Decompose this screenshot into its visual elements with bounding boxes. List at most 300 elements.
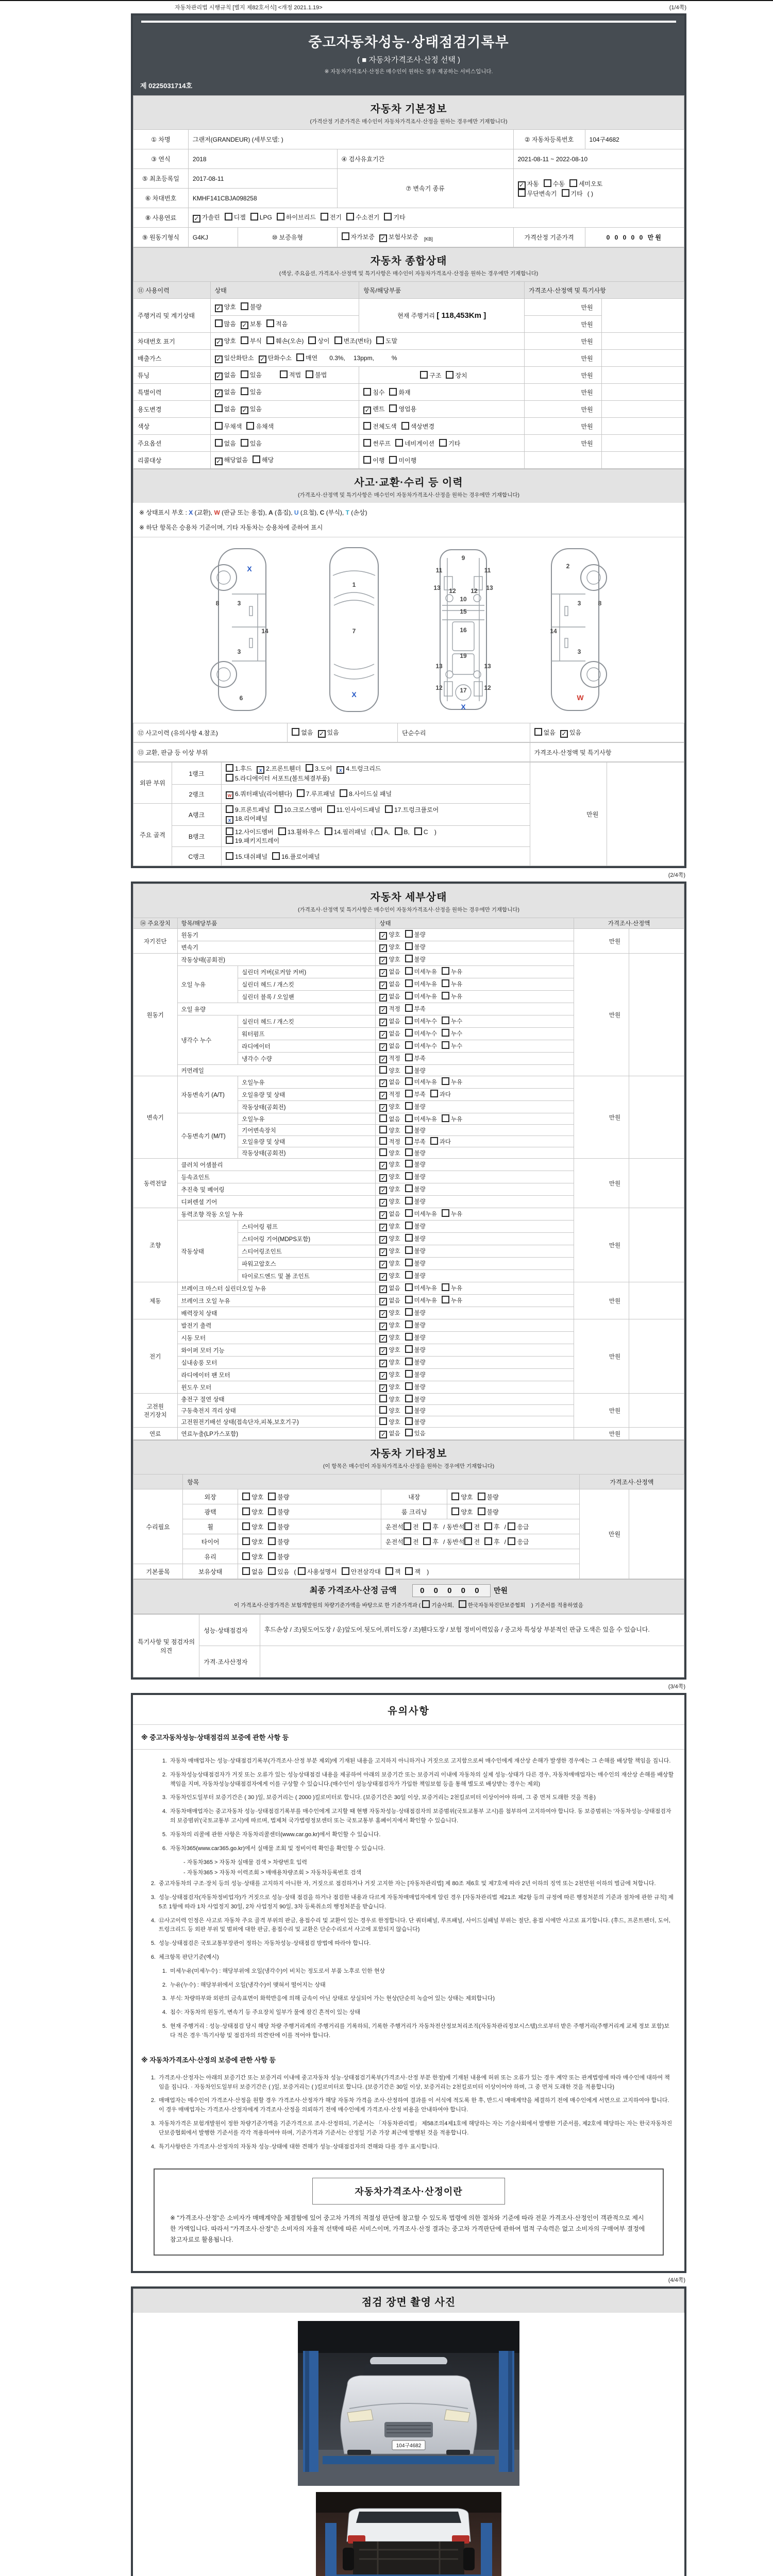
checkbox-marked[interactable]	[379, 1092, 387, 1099]
checkbox-option[interactable]	[442, 1296, 462, 1304]
checkbox-unmarked[interactable]	[569, 179, 577, 187]
checkbox-marked[interactable]	[379, 1384, 387, 1392]
checkbox-option[interactable]	[226, 836, 279, 845]
checkbox-option[interactable]	[405, 1234, 426, 1243]
checkbox-unmarked[interactable]	[405, 1077, 413, 1085]
checkbox-option[interactable]	[405, 1137, 426, 1146]
checkbox-unmarked[interactable]	[296, 353, 304, 361]
checkbox-unmarked[interactable]	[253, 455, 260, 463]
checkbox-unmarked[interactable]	[442, 1209, 449, 1217]
checkbox-option[interactable]	[280, 370, 301, 379]
checkbox-option[interactable]	[405, 1296, 437, 1304]
checkbox-unmarked[interactable]	[376, 336, 384, 344]
checkbox-unmarked[interactable]	[277, 213, 284, 221]
checkbox-unmarked[interactable]	[226, 852, 233, 860]
checkbox-marked[interactable]	[226, 816, 233, 824]
checkbox-option[interactable]	[215, 455, 248, 465]
checkbox-option[interactable]	[215, 422, 242, 431]
checkbox-option[interactable]	[459, 1600, 526, 1609]
checkbox-unmarked[interactable]	[478, 1507, 485, 1515]
checkbox-option[interactable]	[225, 213, 246, 222]
checkbox-option[interactable]	[405, 1417, 426, 1426]
checkbox-unmarked[interactable]	[478, 1493, 485, 1500]
checkbox-option[interactable]	[379, 992, 400, 1002]
checkbox-unmarked[interactable]	[379, 1126, 387, 1133]
checkbox-unmarked[interactable]	[215, 422, 223, 430]
checkbox-option[interactable]	[442, 1016, 462, 1025]
checkbox-unmarked[interactable]	[405, 955, 413, 962]
checkbox-marked[interactable]	[379, 1310, 387, 1318]
checkbox-option[interactable]	[268, 1522, 289, 1531]
checkbox-unmarked[interactable]	[306, 764, 313, 772]
checkbox-option[interactable]	[423, 1537, 439, 1546]
checkbox-marked[interactable]	[379, 957, 387, 964]
checkbox-unmarked[interactable]	[405, 1090, 413, 1097]
checkbox-marked[interactable]	[318, 730, 326, 738]
checkbox-option[interactable]	[226, 789, 292, 799]
checkbox-unmarked[interactable]	[266, 319, 274, 327]
checkbox-option[interactable]	[297, 789, 335, 798]
checkbox-marked[interactable]	[215, 304, 223, 312]
checkbox-option[interactable]	[253, 455, 274, 464]
checkbox-unmarked[interactable]	[439, 439, 447, 447]
checkbox-unmarked[interactable]	[430, 1090, 438, 1097]
checkbox-unmarked[interactable]	[544, 179, 551, 187]
checkbox-option[interactable]	[405, 1184, 426, 1193]
checkbox-option[interactable]	[226, 764, 252, 773]
checkbox-option[interactable]	[275, 805, 323, 814]
checkbox-option[interactable]	[484, 1537, 500, 1546]
checkbox-option[interactable]	[242, 1552, 263, 1561]
checkbox-option[interactable]	[569, 179, 602, 188]
checkbox-unmarked[interactable]	[405, 1148, 413, 1156]
checkbox-unmarked[interactable]	[241, 370, 248, 378]
checkbox-unmarked[interactable]	[405, 1429, 413, 1436]
checkbox-unmarked[interactable]	[405, 1345, 413, 1353]
checkbox-option[interactable]	[404, 1522, 419, 1531]
checkbox-option[interactable]	[215, 336, 236, 346]
checkbox-unmarked[interactable]	[241, 439, 248, 447]
checkbox-unmarked[interactable]	[268, 1537, 276, 1545]
checkbox-unmarked[interactable]	[405, 942, 413, 950]
checkbox-option[interactable]	[241, 319, 262, 329]
checkbox-unmarked[interactable]	[242, 1493, 250, 1500]
checkbox-option[interactable]	[193, 213, 220, 223]
checkbox-marked[interactable]	[379, 1031, 387, 1039]
checkbox-unmarked[interactable]	[242, 1537, 250, 1545]
checkbox-option[interactable]	[442, 1041, 462, 1050]
checkbox-unmarked[interactable]	[459, 1600, 466, 1608]
checkbox-unmarked[interactable]	[241, 302, 248, 310]
checkbox-option[interactable]	[292, 728, 313, 737]
checkbox-option[interactable]	[268, 1567, 289, 1576]
checkbox-unmarked[interactable]	[405, 1395, 413, 1402]
checkbox-unmarked[interactable]	[385, 1567, 393, 1575]
checkbox-option[interactable]	[405, 967, 437, 976]
checkbox-option[interactable]	[405, 1406, 426, 1415]
checkbox-marked[interactable]	[215, 372, 223, 380]
checkbox-option[interactable]	[379, 1066, 400, 1075]
checkbox-unmarked[interactable]	[405, 1197, 413, 1205]
checkbox-unmarked[interactable]	[422, 1600, 430, 1608]
checkbox-unmarked[interactable]	[268, 1522, 276, 1530]
checkbox-unmarked[interactable]	[405, 1234, 413, 1242]
checkbox-unmarked[interactable]	[464, 1537, 472, 1545]
checkbox-option[interactable]	[334, 336, 372, 345]
checkbox-option[interactable]	[242, 1567, 263, 1576]
checkbox-marked[interactable]	[379, 1199, 387, 1207]
checkbox-marked[interactable]	[193, 215, 200, 223]
checkbox-option[interactable]	[298, 1567, 337, 1576]
checkbox-option[interactable]	[379, 1284, 400, 1293]
checkbox-option[interactable]	[379, 955, 400, 964]
checkbox-unmarked[interactable]	[379, 1395, 387, 1402]
checkbox-option[interactable]	[405, 1320, 426, 1329]
checkbox-marked[interactable]	[379, 1174, 387, 1182]
checkbox-option[interactable]	[430, 1090, 451, 1098]
checkbox-marked[interactable]	[379, 1104, 387, 1112]
checkbox-unmarked[interactable]	[226, 827, 233, 835]
checkbox-option[interactable]	[278, 827, 320, 836]
checkbox-unmarked[interactable]	[379, 1406, 387, 1414]
checkbox-unmarked[interactable]	[292, 728, 299, 736]
checkbox-marked[interactable]	[379, 981, 387, 989]
checkbox-option[interactable]	[215, 353, 254, 363]
checkbox-unmarked[interactable]	[250, 213, 258, 221]
checkbox-unmarked[interactable]	[484, 1537, 492, 1545]
checkbox-option[interactable]	[414, 827, 428, 836]
checkbox-unmarked[interactable]	[405, 1114, 413, 1122]
checkbox-option[interactable]	[241, 302, 262, 311]
checkbox-option[interactable]	[379, 1395, 400, 1403]
checkbox-unmarked[interactable]	[215, 319, 223, 327]
checkbox-option[interactable]	[379, 1429, 400, 1438]
checkbox-marked[interactable]	[379, 1006, 387, 1014]
checkbox-marked[interactable]	[379, 1248, 387, 1256]
checkbox-unmarked[interactable]	[423, 1522, 431, 1530]
checkbox-option[interactable]	[363, 404, 384, 414]
checkbox-option[interactable]	[534, 728, 556, 737]
checkbox-unmarked[interactable]	[379, 1114, 387, 1122]
checkbox-option[interactable]	[296, 353, 317, 362]
checkbox-option[interactable]	[478, 1493, 499, 1501]
checkbox-option[interactable]	[379, 1383, 400, 1392]
checkbox-option[interactable]	[442, 992, 462, 1001]
checkbox-option[interactable]	[379, 1005, 400, 1014]
checkbox-option[interactable]	[379, 1309, 400, 1318]
checkbox-option[interactable]	[405, 1333, 426, 1342]
checkbox-option[interactable]	[389, 456, 416, 465]
checkbox-option[interactable]	[446, 371, 467, 380]
checkbox-option[interactable]	[389, 388, 410, 397]
checkbox-option[interactable]	[226, 814, 267, 824]
checkbox-option[interactable]	[405, 1259, 426, 1267]
checkbox-unmarked[interactable]	[414, 827, 422, 835]
checkbox-option[interactable]	[405, 1222, 426, 1230]
checkbox-unmarked[interactable]	[484, 1522, 492, 1530]
checkbox-marked[interactable]	[379, 1360, 387, 1367]
checkbox-option[interactable]	[342, 232, 375, 241]
checkbox-option[interactable]	[405, 1429, 426, 1437]
checkbox-option[interactable]	[405, 992, 437, 1001]
checkbox-option[interactable]	[405, 1114, 437, 1123]
checkbox-option[interactable]	[242, 1522, 263, 1531]
checkbox-unmarked[interactable]	[405, 1333, 413, 1341]
checkbox-option[interactable]	[379, 1346, 400, 1355]
checkbox-unmarked[interactable]	[442, 1041, 449, 1049]
checkbox-unmarked[interactable]	[278, 827, 286, 835]
checkbox-option[interactable]	[405, 1029, 437, 1038]
checkbox-option[interactable]	[405, 1271, 426, 1280]
checkbox-option[interactable]	[363, 439, 391, 448]
checkbox-option[interactable]	[389, 404, 416, 413]
checkbox-unmarked[interactable]	[405, 1283, 413, 1291]
checkbox-option[interactable]	[484, 1522, 500, 1531]
checkbox-unmarked[interactable]	[340, 789, 347, 797]
checkbox-option[interactable]	[405, 1209, 437, 1218]
checkbox-unmarked[interactable]	[405, 1102, 413, 1110]
checkbox-unmarked[interactable]	[508, 1522, 515, 1530]
checkbox-unmarked[interactable]	[268, 1567, 276, 1575]
checkbox-option[interactable]	[363, 456, 384, 465]
checkbox-option[interactable]	[442, 1077, 462, 1086]
checkbox-marked[interactable]	[215, 355, 223, 363]
checkbox-option[interactable]	[508, 1522, 529, 1531]
checkbox-unmarked[interactable]	[405, 1041, 413, 1049]
checkbox-unmarked[interactable]	[442, 1077, 449, 1085]
checkbox-unmarked[interactable]	[389, 388, 397, 396]
checkbox-option[interactable]	[379, 1358, 400, 1367]
checkbox-unmarked[interactable]	[215, 439, 223, 447]
checkbox-option[interactable]	[215, 439, 236, 448]
checkbox-unmarked[interactable]	[242, 1552, 250, 1560]
checkbox-option[interactable]	[405, 1004, 426, 1013]
checkbox-unmarked[interactable]	[518, 189, 526, 197]
checkbox-unmarked[interactable]	[268, 1552, 276, 1560]
checkbox-unmarked[interactable]	[384, 213, 392, 221]
checkbox-unmarked[interactable]	[242, 1522, 250, 1530]
checkbox-option[interactable]	[405, 1016, 437, 1025]
checkbox-unmarked[interactable]	[442, 1283, 449, 1291]
checkbox-unmarked[interactable]	[405, 1004, 413, 1012]
checkbox-unmarked[interactable]	[405, 1320, 413, 1328]
checkbox-option[interactable]	[379, 1054, 400, 1063]
checkbox-option[interactable]	[215, 319, 236, 328]
checkbox-unmarked[interactable]	[442, 979, 449, 987]
checkbox-option[interactable]	[405, 1066, 426, 1075]
checkbox-marked[interactable]	[215, 338, 223, 346]
checkbox-option[interactable]	[215, 387, 236, 397]
checkbox-unmarked[interactable]	[451, 1493, 459, 1500]
checkbox-unmarked[interactable]	[405, 967, 413, 975]
checkbox-marked[interactable]	[379, 1079, 387, 1087]
checkbox-unmarked[interactable]	[405, 1370, 413, 1378]
checkbox-unmarked[interactable]	[405, 1271, 413, 1279]
checkbox-marked[interactable]	[379, 1056, 387, 1063]
checkbox-unmarked[interactable]	[405, 979, 413, 987]
checkbox-unmarked[interactable]	[442, 1114, 449, 1122]
checkbox-option[interactable]	[379, 1017, 400, 1026]
checkbox-option[interactable]	[246, 422, 274, 431]
checkbox-option[interactable]	[562, 189, 583, 198]
checkbox-option[interactable]	[405, 1395, 426, 1403]
checkbox-unmarked[interactable]	[401, 422, 409, 430]
checkbox-unmarked[interactable]	[327, 805, 335, 813]
checkbox-option[interactable]	[451, 1507, 473, 1516]
checkbox-option[interactable]	[451, 1493, 473, 1501]
checkbox-unmarked[interactable]	[342, 1567, 349, 1575]
checkbox-option[interactable]	[379, 1078, 400, 1087]
checkbox-option[interactable]	[215, 302, 236, 312]
checkbox-marked[interactable]	[379, 1323, 387, 1330]
checkbox-option[interactable]	[241, 387, 262, 396]
checkbox-option[interactable]	[363, 388, 384, 397]
checkbox-marked[interactable]	[379, 932, 387, 940]
checkbox-option[interactable]	[405, 1090, 426, 1098]
checkbox-option[interactable]	[259, 353, 292, 363]
checkbox-option[interactable]	[405, 1246, 426, 1255]
checkbox-option[interactable]	[268, 1493, 289, 1501]
checkbox-unmarked[interactable]	[268, 1507, 276, 1515]
checkbox-unmarked[interactable]	[405, 1406, 413, 1414]
checkbox-option[interactable]	[306, 764, 332, 773]
checkbox-option[interactable]	[308, 336, 329, 345]
checkbox-marked[interactable]	[379, 994, 387, 1002]
checkbox-option[interactable]	[340, 789, 392, 798]
checkbox-marked[interactable]	[379, 1162, 387, 1170]
checkbox-option[interactable]	[363, 422, 396, 431]
checkbox-option[interactable]	[442, 1283, 462, 1292]
checkbox-option[interactable]	[379, 1247, 400, 1256]
checkbox-option[interactable]	[405, 979, 437, 988]
checkbox-option[interactable]	[379, 968, 400, 977]
checkbox-unmarked[interactable]	[306, 370, 313, 378]
checkbox-unmarked[interactable]	[242, 1567, 250, 1575]
checkbox-option[interactable]	[266, 336, 304, 345]
checkbox-option[interactable]	[241, 439, 262, 448]
checkbox-unmarked[interactable]	[508, 1537, 515, 1545]
checkbox-option[interactable]	[268, 1552, 289, 1561]
checkbox-unmarked[interactable]	[405, 1308, 413, 1316]
checkbox-option[interactable]	[518, 179, 539, 189]
checkbox-marked[interactable]	[379, 1236, 387, 1244]
checkbox-unmarked[interactable]	[275, 805, 282, 813]
checkbox-option[interactable]	[226, 805, 270, 814]
checkbox-marked[interactable]	[518, 181, 526, 189]
checkbox-option[interactable]	[379, 1321, 400, 1330]
checkbox-option[interactable]	[379, 1148, 400, 1157]
checkbox-marked[interactable]	[379, 1187, 387, 1194]
checkbox-option[interactable]	[306, 370, 327, 379]
checkbox-option[interactable]	[442, 1209, 462, 1218]
checkbox-unmarked[interactable]	[423, 1537, 431, 1545]
checkbox-unmarked[interactable]	[405, 1029, 413, 1037]
checkbox-unmarked[interactable]	[442, 1016, 449, 1024]
checkbox-unmarked[interactable]	[562, 189, 569, 197]
checkbox-option[interactable]	[337, 764, 381, 774]
checkbox-option[interactable]	[442, 1029, 462, 1038]
checkbox-unmarked[interactable]	[405, 1066, 413, 1074]
checkbox-option[interactable]	[325, 827, 366, 836]
checkbox-option[interactable]	[395, 827, 410, 836]
checkbox-option[interactable]	[508, 1537, 529, 1546]
checkbox-unmarked[interactable]	[405, 1246, 413, 1254]
checkbox-unmarked[interactable]	[342, 232, 349, 240]
checkbox-option[interactable]	[422, 1600, 454, 1609]
checkbox-unmarked[interactable]	[321, 213, 328, 221]
checkbox-option[interactable]	[241, 336, 262, 345]
checkbox-option[interactable]	[405, 1148, 426, 1157]
checkbox-option[interactable]	[405, 955, 426, 963]
checkbox-option[interactable]	[544, 179, 565, 188]
checkbox-option[interactable]	[405, 1041, 437, 1050]
checkbox-option[interactable]	[379, 980, 400, 989]
checkbox-marked[interactable]	[379, 234, 387, 242]
checkbox-unmarked[interactable]	[363, 439, 371, 447]
checkbox-unmarked[interactable]	[405, 1184, 413, 1192]
checkbox-marked[interactable]	[379, 1261, 387, 1268]
checkbox-unmarked[interactable]	[379, 1417, 387, 1425]
checkbox-option[interactable]	[268, 1507, 289, 1516]
checkbox-marked[interactable]	[379, 1019, 387, 1026]
checkbox-unmarked[interactable]	[379, 1148, 387, 1156]
checkbox-unmarked[interactable]	[268, 1493, 276, 1500]
checkbox-unmarked[interactable]	[226, 764, 233, 772]
checkbox-option[interactable]	[327, 805, 380, 814]
checkbox-option[interactable]	[464, 1537, 480, 1546]
checkbox-unmarked[interactable]	[405, 1016, 413, 1024]
checkbox-option[interactable]	[277, 213, 316, 222]
checkbox-unmarked[interactable]	[215, 404, 223, 412]
checkbox-unmarked[interactable]	[405, 1137, 413, 1145]
checkbox-option[interactable]	[405, 1102, 426, 1111]
checkbox-marked[interactable]	[379, 944, 387, 952]
checkbox-marked[interactable]	[241, 321, 248, 329]
checkbox-unmarked[interactable]	[405, 1054, 413, 1061]
checkbox-option[interactable]	[405, 1308, 426, 1317]
checkbox-unmarked[interactable]	[241, 387, 248, 395]
checkbox-unmarked[interactable]	[226, 774, 233, 782]
checkbox-marked[interactable]	[379, 1043, 387, 1051]
checkbox-option[interactable]	[478, 1507, 499, 1516]
checkbox-unmarked[interactable]	[297, 789, 305, 797]
checkbox-unmarked[interactable]	[404, 1537, 411, 1545]
checkbox-option[interactable]	[241, 370, 262, 379]
checkbox-option[interactable]	[395, 439, 434, 448]
checkbox-marked[interactable]	[215, 457, 223, 465]
checkbox-unmarked[interactable]	[405, 1382, 413, 1390]
checkbox-option[interactable]	[405, 1358, 426, 1366]
checkbox-unmarked[interactable]	[389, 456, 397, 464]
checkbox-marked[interactable]	[379, 1211, 387, 1219]
checkbox-option[interactable]	[321, 213, 342, 222]
checkbox-unmarked[interactable]	[272, 852, 280, 860]
checkbox-unmarked[interactable]	[334, 336, 342, 344]
checkbox-option[interactable]	[405, 1567, 421, 1576]
checkbox-unmarked[interactable]	[405, 1126, 413, 1133]
checkbox-marked[interactable]	[379, 1347, 387, 1355]
checkbox-unmarked[interactable]	[446, 371, 453, 379]
checkbox-option[interactable]	[379, 232, 418, 242]
checkbox-option[interactable]	[442, 979, 462, 988]
checkbox-marked[interactable]	[226, 791, 233, 799]
checkbox-marked[interactable]	[379, 1372, 387, 1380]
checkbox-option[interactable]	[379, 930, 400, 940]
checkbox-option[interactable]	[405, 1054, 426, 1062]
checkbox-marked[interactable]	[259, 355, 266, 363]
checkbox-option[interactable]	[385, 1567, 401, 1576]
checkbox-option[interactable]	[385, 805, 439, 814]
